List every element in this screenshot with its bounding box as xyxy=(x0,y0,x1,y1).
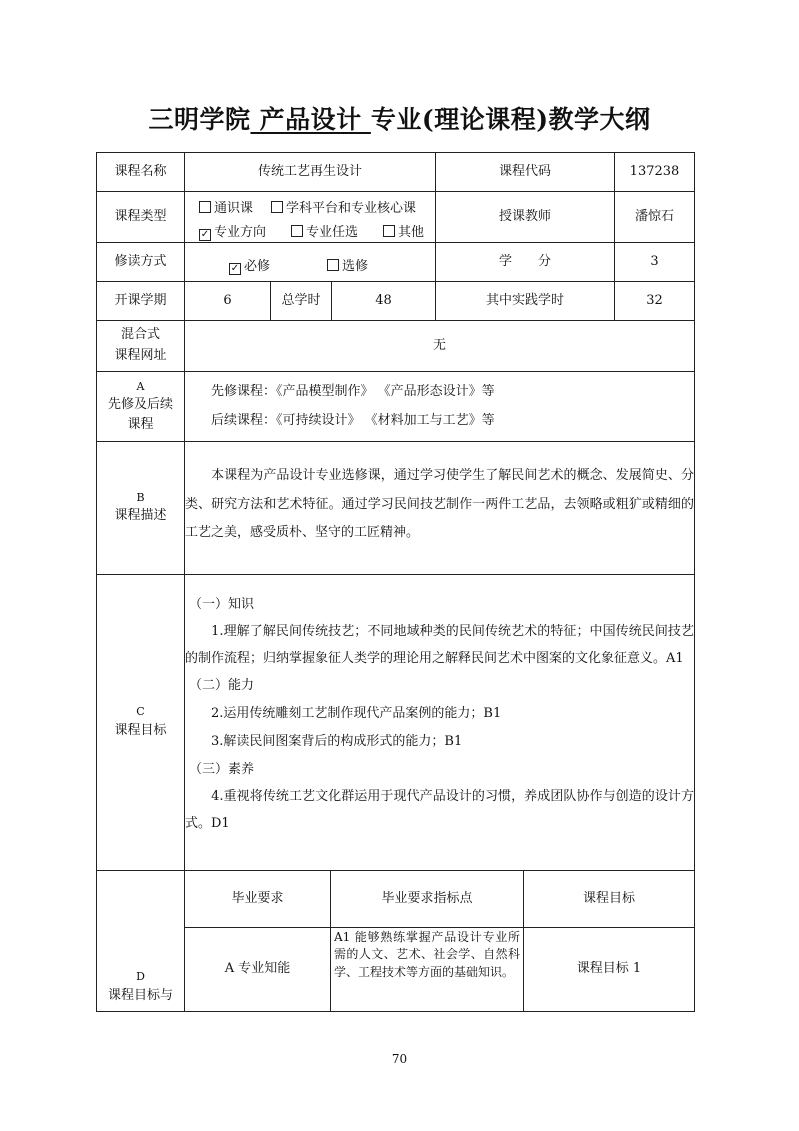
total-hours-value: 48 xyxy=(331,281,436,321)
objective-2: 2.运用传统雕刻工艺制作现代产品案例的能力；B1 xyxy=(185,706,502,722)
objective-1: 1.理解了解民间传统技艺；不同地域种类的民间传统艺术的特征；中国传统民间技艺的制作流程；归纳掌握象征人类学的理论用之解释民间艺术中图案的文化象征意义。A1 xyxy=(185,623,694,666)
mapping-goal-1: 课程目标 1 xyxy=(523,927,695,1012)
mapping-header-indicator: 毕业要求指标点 xyxy=(330,870,524,928)
practice-hours-label: 其中实践学时 xyxy=(435,281,615,321)
checkbox-checked-icon: ✓ xyxy=(230,263,240,274)
option-core[interactable]: 学科平台和专业核心课 xyxy=(271,197,416,216)
study-mode-label: 修读方式 xyxy=(96,242,185,282)
course-type-label: 课程类型 xyxy=(96,191,185,243)
credit-value: 3 xyxy=(614,242,695,282)
checkbox-icon xyxy=(327,259,339,271)
option-elective[interactable]: 专业任选 xyxy=(291,221,358,240)
online-url-label: 混合式 课程网址 xyxy=(96,320,185,372)
document-title: 三明学院 产品设计 专业(理论课程)教学大纲 xyxy=(148,105,651,134)
teacher-label: 授课教师 xyxy=(435,191,615,243)
option-other[interactable]: 其他 xyxy=(383,221,424,240)
term-value: 6 xyxy=(184,281,271,321)
mapping-header-requirement: 毕业要求 xyxy=(184,870,331,928)
term-label: 开课学期 xyxy=(96,281,185,321)
study-mode-options xyxy=(184,242,436,282)
mapping-requirement-a: A 专业知能 xyxy=(184,927,331,1012)
option-optional[interactable]: 选修 xyxy=(327,255,368,274)
course-name-value: 传统工艺再生设计 xyxy=(184,152,436,192)
course-objectives-label: C 课程目标 xyxy=(96,574,185,871)
course-objectives-content xyxy=(184,574,695,871)
objective-3: 3.解读民间图案背后的构成形式的能力；B1 xyxy=(185,734,463,750)
mapping-header-goal: 课程目标 xyxy=(523,870,695,928)
course-description-label: B 课程描述 xyxy=(96,441,185,575)
knowledge-heading: （一）知识 xyxy=(189,597,255,612)
practice-hours-value: 32 xyxy=(614,281,695,321)
checkbox-icon xyxy=(271,201,283,213)
course-code-value: 137238 xyxy=(614,152,695,192)
quality-heading: （三）素养 xyxy=(189,762,255,778)
credit-label: 学 分 xyxy=(435,242,615,282)
prerequisite-content xyxy=(184,371,695,442)
course-type-options xyxy=(184,191,436,243)
prerequisite-label: A 先修及后续 课程 xyxy=(96,371,185,442)
ability-heading: （二）能力 xyxy=(189,678,255,694)
mapping-indicator-a1: A1 能够熟练掌握产品设计专业所需的人文、艺术、社会学、自然科学、工程技术等方面的基础知识。 xyxy=(330,927,524,1012)
total-hours-label: 总学时 xyxy=(270,281,332,321)
course-code-label: 课程代码 xyxy=(435,152,615,192)
checkbox-icon xyxy=(383,225,395,237)
prerequisite-courses: 先修课程：《产品模型制作》 《产品形态设计》等 xyxy=(211,383,495,399)
page-number: 70 xyxy=(391,1052,408,1066)
objective-mapping-label: D 课程目标与 xyxy=(96,870,185,1012)
checkbox-icon xyxy=(199,201,211,213)
online-url-value: 无 xyxy=(184,320,695,372)
course-name-label: 课程名称 xyxy=(96,152,185,192)
checkbox-checked-icon: ✓ xyxy=(200,229,210,240)
option-required[interactable]: ✓ 必修 xyxy=(230,259,271,274)
subsequent-courses: 后续课程：《可持续设计》 《材料加工与工艺》等 xyxy=(211,412,495,428)
course-description-content: 本课程为产品设计专业选修课，通过学习使学生了解民间艺术的概念、发展简史、分类、研究方法和艺术特征。通过学习民间技艺制作一两件工艺品，去领略或粗犷或精细的工艺之美，感受质朴、坚守的工匠精神。 xyxy=(184,441,695,575)
teacher-value: 潘惊石 xyxy=(614,191,695,243)
major-name: 产品设计 xyxy=(250,105,371,134)
option-direction[interactable]: ✓ 专业方向 xyxy=(200,225,267,240)
objective-4: 4.重视将传统工艺文化群运用于现代产品设计的习惯，养成团队协作与创造的设计方式。D1 xyxy=(185,788,694,831)
option-general[interactable]: 通识课 xyxy=(199,197,253,216)
checkbox-icon xyxy=(291,225,303,237)
